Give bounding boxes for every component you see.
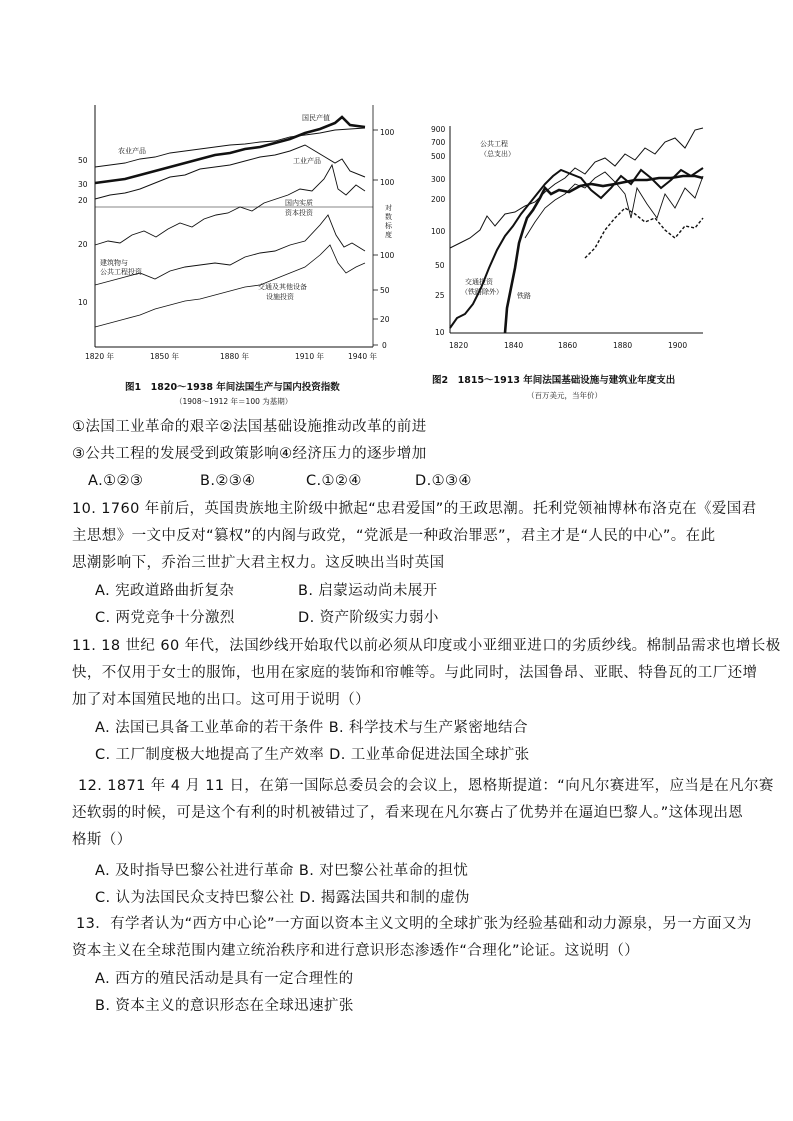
fig1-x-tick: 1850 年 <box>150 352 179 361</box>
fig2-x-tick: 1820 <box>449 341 469 350</box>
fig2-label-transport: （铁路除外） <box>461 288 503 296</box>
q13-stem-line: 资本主义在全球范围内建立统治秩序和进行意识形态渗透作“合理化”论证。这说明（） <box>72 943 640 959</box>
fig1-transport-line <box>95 245 365 327</box>
q11-stem-line: 11. 18 世纪 60 年代，法国纱线开始取代以前必须从印度或小亚细亚进口的劣质纱线。棉制品需求也增长极 <box>72 638 781 654</box>
fig1-right-tick: 50 <box>380 286 390 295</box>
q9-choice-b: B.②③④ <box>200 473 256 489</box>
q9-statement-line: ③公共工程的发展受到政策影响④经济压力的逐步增加 <box>72 446 427 462</box>
fig1-axis-title: 度 <box>385 231 392 239</box>
q10-choice-b: B. 启蒙运动尚未展开 <box>298 583 438 599</box>
fig2-y-tick: 25 <box>435 291 445 300</box>
fig1-label-building: 公共工程投资 <box>100 268 142 276</box>
fig1-x-tick: 1820 年 <box>85 352 114 361</box>
fig2-other-line <box>525 172 703 238</box>
q9-statement-line: ①法国工业革命的艰辛②法国基础设施推动改革的前进 <box>72 419 427 435</box>
figure2-caption: 图2 1815～1913 年间法国基础设施与建筑业年度支出 <box>432 375 676 386</box>
figure2-subcaption: （百万美元，当年价） <box>527 391 602 400</box>
fig1-axis-title: 对 <box>385 204 392 212</box>
fig1-x-tick: 1940 年 <box>348 352 377 361</box>
fig2-y-tick: 10 <box>435 328 445 337</box>
fig2-label-rail: 铁路 <box>517 292 531 300</box>
figure1-subcaption: （1908～1912 年＝100 为基期） <box>175 397 293 406</box>
fig2-y-tick: 100 <box>431 227 446 236</box>
fig1-left-tick: 20 <box>78 196 88 205</box>
fig1-label-national: 国民产值 <box>302 114 330 122</box>
fig1-right-tick: 0 <box>382 341 387 350</box>
q11-choice-ab: A. 法国已具备工业革命的若干条件 B. 科学技术与生产紧密地结合 <box>95 720 528 736</box>
fig1-left-tick: 10 <box>78 298 88 307</box>
figure1-chart <box>80 95 410 370</box>
fig1-label-domestic: 国内实质 <box>285 199 313 207</box>
fig1-x-tick: 1880 年 <box>220 352 249 361</box>
figure1-caption: 图1 1820～1938 年间法国生产与国内投资指数 <box>125 382 340 393</box>
fig1-left-tick: 20 <box>78 240 88 249</box>
fig2-transport-line <box>450 168 703 328</box>
q12-stem-line: 格斯（） <box>72 832 132 848</box>
fig2-rail-line <box>505 176 703 333</box>
fig1-x-tick: 1910 年 <box>295 352 324 361</box>
q12-choice-cd: C. 认为法国民众支持巴黎公社 D. 揭露法国共和制的虚伪 <box>95 890 470 906</box>
fig1-label-domestic: 资本投资 <box>285 209 313 217</box>
q10-choice-c: C. 两党竞争十分激烈 <box>95 610 235 626</box>
q12-stem-line: 还软弱的时候，可是这个有利的时机被错过了，看来现在凡尔赛占了优势并在逼迫巴黎人。”这体现出恩 <box>72 805 744 821</box>
q10-stem-line: 主思想》一文中反对“篡权”的内阁与政党，“党派是一种政治罪恶”，君主才是“人民的中心”。在此 <box>72 528 716 544</box>
q9-choice-c: C.①②④ <box>306 473 362 489</box>
q12-choice-ab: A. 及时指导巴黎公社进行革命 B. 对巴黎公社革命的担忧 <box>95 863 469 879</box>
fig2-x-tick: 1840 <box>504 341 524 350</box>
fig1-axis-title: 数 <box>385 213 392 221</box>
q11-stem-line: 加了对本国殖民地的出口。这可用于说明（） <box>72 692 370 708</box>
fig1-left-tick: 30 <box>78 180 88 189</box>
fig1-label-transport: 交通及其他设备 <box>258 283 307 291</box>
q10-choice-d: D. 资产阶级实力弱小 <box>298 610 439 626</box>
fig2-y-tick: 50 <box>435 261 445 270</box>
fig2-y-tick: 700 <box>431 138 446 147</box>
fig2-x-tick: 1880 <box>613 341 633 350</box>
figure2-chart <box>425 118 715 363</box>
fig2-y-tick: 200 <box>431 195 446 204</box>
fig1-label-building: 建筑物与 <box>100 259 128 267</box>
fig1-left-tick: 50 <box>78 156 88 165</box>
fig1-axis-title: 标 <box>385 222 392 230</box>
fig1-right-tick: 20 <box>380 315 390 324</box>
fig1-label-industry: 工业产品 <box>293 157 321 165</box>
q10-stem-line: 思潮影响下，乔治三世扩大君主权力。这反映出当时英国 <box>72 555 445 571</box>
fig2-dashed-line <box>585 208 703 258</box>
fig2-label-public: （总支出） <box>480 150 515 158</box>
fig1-label-agri: 农业产品 <box>118 147 146 155</box>
fig2-label-transport: 交通投资 <box>465 278 493 286</box>
fig2-y-tick: 900 <box>431 125 446 134</box>
q9-choice-d: D.①③④ <box>415 473 472 489</box>
fig1-right-tick: 100 <box>380 128 395 137</box>
q13-choice-b: B. 资本主义的意识形态在全球迅速扩张 <box>95 998 354 1014</box>
fig2-x-tick: 1860 <box>558 341 578 350</box>
q9-choice-a: A.①②③ <box>88 473 144 489</box>
q11-choice-cd: C. 工厂制度极大地提高了生产效率 D. 工业革命促进法国全球扩张 <box>95 747 530 763</box>
q13-stem-line: 13．有学者认为“西方中心论”一方面以资本主义文明的全球扩张为经验基础和动力源泉，另一方面又为 <box>76 916 752 932</box>
fig2-y-tick: 500 <box>431 152 446 161</box>
q10-choice-a: A. 宪政道路曲折复杂 <box>95 583 235 599</box>
fig2-label-public: 公共工程 <box>480 140 508 148</box>
q12-stem-line: 12. 1871 年 4 月 11 日，在第一国际总委员会的会议上，恩格斯提道：“向凡尔赛进军，应当是在凡尔赛 <box>78 778 774 794</box>
q10-stem-line: 10. 1760 年前后，英国贵族地主阶级中掀起“忠君爱国”的王政思潮。托利党领袖博林布洛克在《爱国君 <box>72 501 757 517</box>
q13-choice-a: A. 西方的殖民活动是具有一定合理性的 <box>95 971 354 987</box>
fig1-right-tick: 100 <box>380 251 395 260</box>
fig1-right-tick: 100 <box>380 178 395 187</box>
q11-stem-line: 快，不仅用于女士的服饰，也用在家庭的装饰和帘帷等。与此同时，法国鲁昂、亚眠、特鲁瓦的工厂还增 <box>72 665 758 681</box>
fig2-x-tick: 1900 <box>668 341 688 350</box>
fig2-y-tick: 300 <box>431 175 446 184</box>
fig1-label-transport: 设施投资 <box>266 293 294 301</box>
